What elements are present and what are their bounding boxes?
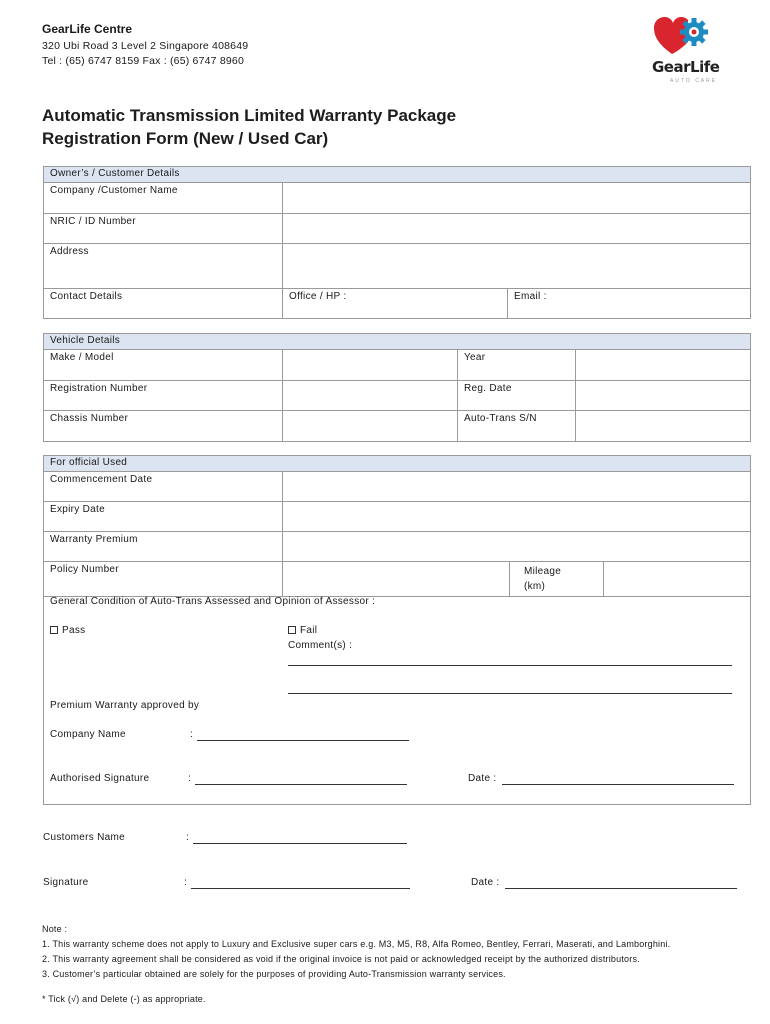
expiry-date-field[interactable] bbox=[283, 502, 751, 532]
form-title bbox=[42, 104, 456, 150]
mileage-unit: (km) bbox=[524, 581, 546, 592]
customer-date-line[interactable] bbox=[505, 888, 737, 889]
registration-number-label: Registration Number bbox=[44, 381, 283, 411]
authorised-date-label: Date : bbox=[468, 773, 497, 784]
logo-text: GearLife bbox=[652, 58, 720, 76]
comments-line-1[interactable] bbox=[288, 665, 732, 666]
official-section-header: For official Used bbox=[44, 456, 751, 472]
authorised-signature-label: Authorised Signature bbox=[50, 773, 150, 784]
note-item: 1. This warranty scheme does not apply to Luxury and Exclusive super cars e.g. M3, M5, R8, Alfa Romeo, Bentley, Ferrari, Maserati, and Lamborghini. bbox=[42, 939, 671, 949]
fail-label: Fail bbox=[300, 625, 318, 636]
customers-name-line[interactable] bbox=[193, 843, 407, 844]
customers-name-label: Customers Name bbox=[43, 832, 125, 843]
gearlife-logo bbox=[650, 14, 740, 86]
auto-trans-sn-field[interactable] bbox=[576, 411, 751, 442]
form-title-line-2: Registration Form (New / Used Car) bbox=[42, 129, 329, 148]
expiry-date-label: Expiry Date bbox=[44, 502, 283, 532]
vehicle-section-header: Vehicle Details bbox=[44, 334, 751, 350]
note-item: 3. Customer’s particular obtained are solely for the purposes of providing Auto-Transmission warranty services. bbox=[42, 969, 506, 979]
authorised-signature-colon: : bbox=[188, 773, 192, 784]
commencement-date-label: Commencement Date bbox=[44, 472, 283, 502]
customer-signature-colon: : bbox=[184, 877, 188, 888]
owner-details-table bbox=[43, 166, 751, 319]
notes-heading: Note : bbox=[42, 924, 68, 934]
notes-block bbox=[42, 922, 670, 982]
reg-date-label: Reg. Date bbox=[458, 381, 576, 411]
company-phone-fax: Tel : (65) 6747 8159 Fax : (65) 6747 8960 bbox=[42, 55, 244, 67]
authorised-signature-line[interactable] bbox=[195, 784, 407, 785]
address-field[interactable] bbox=[283, 244, 751, 289]
tick-delete-note: * Tick (√) and Delete (-) as appropriate. bbox=[42, 994, 206, 1004]
official-use-table bbox=[43, 455, 751, 805]
nric-label: NRIC / ID Number bbox=[44, 214, 283, 244]
comments-label: Comment(s) : bbox=[288, 640, 353, 651]
chassis-number-field[interactable] bbox=[283, 411, 458, 442]
comments-line-2[interactable] bbox=[288, 693, 732, 694]
year-field[interactable] bbox=[576, 350, 751, 381]
email-field[interactable]: Email : bbox=[508, 289, 751, 319]
policy-number-label: Policy Number bbox=[44, 562, 283, 597]
chassis-number-label: Chassis Number bbox=[44, 411, 283, 442]
warranty-premium-label: Warranty Premium bbox=[44, 532, 283, 562]
fail-option[interactable] bbox=[288, 625, 317, 636]
company-name-line[interactable] bbox=[197, 740, 409, 741]
mileage-field[interactable] bbox=[604, 562, 751, 597]
authorised-date-line[interactable] bbox=[502, 784, 734, 785]
mileage-label bbox=[510, 562, 604, 597]
logo-tagline: AUTO CARE bbox=[670, 78, 718, 84]
condition-label: General Condition of Auto-Trans Assessed and Opinion of Assessor : bbox=[50, 596, 376, 607]
nric-field[interactable] bbox=[283, 214, 751, 244]
company-customer-name-field[interactable] bbox=[283, 183, 751, 214]
owner-section-header: Owner’s / Customer Details bbox=[44, 167, 751, 183]
pass-checkbox[interactable] bbox=[50, 626, 58, 634]
customer-date-label: Date : bbox=[471, 877, 500, 888]
customers-name-colon: : bbox=[186, 832, 190, 843]
company-name: GearLife Centre bbox=[42, 22, 133, 36]
make-model-field[interactable] bbox=[283, 350, 458, 381]
office-hp-field[interactable]: Office / HP : bbox=[283, 289, 508, 319]
registration-number-field[interactable] bbox=[283, 381, 458, 411]
form-title-line-1: Automatic Transmission Limited Warranty Package bbox=[42, 106, 457, 125]
company-name-colon: : bbox=[190, 729, 194, 740]
pass-option[interactable] bbox=[50, 625, 85, 636]
commencement-date-field[interactable] bbox=[283, 472, 751, 502]
heart-gear-icon bbox=[650, 14, 740, 60]
pass-label: Pass bbox=[62, 625, 86, 636]
approved-by-label: Premium Warranty approved by bbox=[50, 700, 200, 711]
auto-trans-sn-label: Auto-Trans S/N bbox=[458, 411, 576, 442]
policy-number-field[interactable] bbox=[283, 562, 510, 597]
customer-signature-label: Signature bbox=[43, 877, 89, 888]
contact-details-label: Contact Details bbox=[44, 289, 283, 319]
year-label: Year bbox=[458, 350, 576, 381]
company-customer-name-label: Company /Customer Name bbox=[44, 183, 283, 214]
make-model-label: Make / Model bbox=[44, 350, 283, 381]
company-address: 320 Ubi Road 3 Level 2 Singapore 408649 bbox=[42, 40, 249, 52]
company-name-label: Company Name bbox=[50, 729, 126, 740]
note-item: 2. This warranty agreement shall be considered as void if the original invoice is not paid or acknowledged receipt by the authorized distributors. bbox=[42, 954, 640, 964]
reg-date-field[interactable] bbox=[576, 381, 751, 411]
vehicle-details-table bbox=[43, 333, 751, 442]
fail-checkbox[interactable] bbox=[288, 626, 296, 634]
mileage-text: Mileage bbox=[524, 566, 562, 577]
address-label: Address bbox=[44, 244, 283, 289]
customer-signature-line[interactable] bbox=[191, 888, 410, 889]
warranty-premium-field[interactable] bbox=[283, 532, 751, 562]
